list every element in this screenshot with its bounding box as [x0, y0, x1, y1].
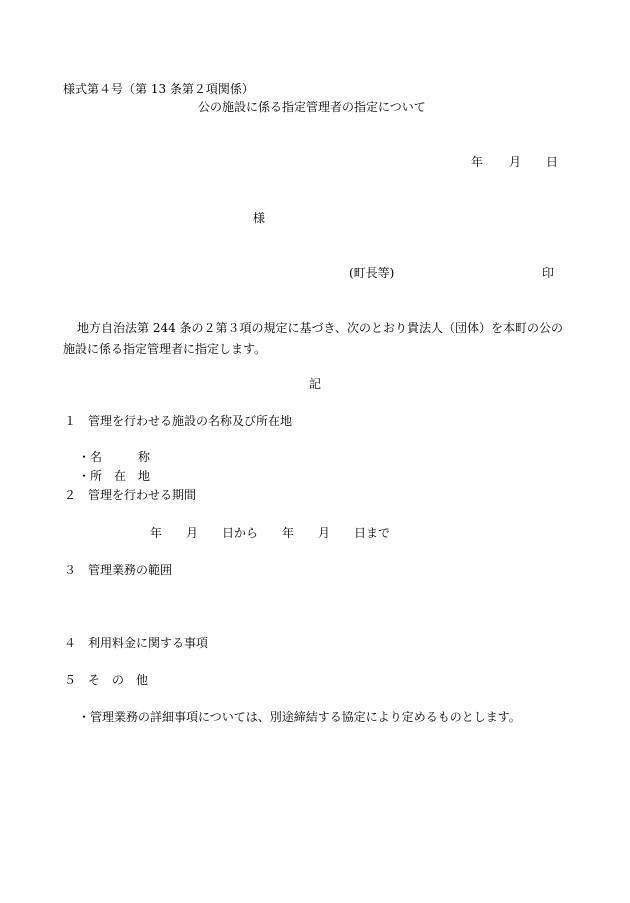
date-year: 年: [471, 155, 484, 169]
seal-mark: 印: [542, 266, 555, 280]
item5-heading: ５ そ の 他: [64, 673, 149, 687]
item2-heading: ２ 管理を行わせる期間: [64, 488, 197, 502]
item1-location-label: ・所 在 地: [78, 469, 151, 483]
ki-heading: 記: [309, 377, 322, 391]
date-day: 日: [546, 155, 559, 169]
item1-heading: １ 管理を行わせる施設の名称及び所在地: [64, 414, 293, 428]
item3-heading: ３ 管理業務の範囲: [64, 563, 173, 577]
body-paragraph: 地方自治法第 244 条の２第３項の規定に基づき、次のとおり貴法人（団体）を本町の公の施設に係る指定管理者に指定します。: [63, 321, 564, 356]
document-title: 公の施設に係る指定管理者の指定について: [198, 100, 426, 114]
item4-heading: ４ 利用料金に関する事項: [64, 636, 209, 650]
item2-period: 年 月 日から 年 月 日まで: [150, 526, 391, 540]
form-label: 様式第４号（第 13 条第２項関係）: [63, 82, 254, 96]
sender-title: (町長等): [349, 266, 395, 280]
item1-name-label: ・名 称: [78, 450, 151, 464]
item5-bullet: ・管理業務の詳細事項については、別途締結する協定により定めるものとします。: [78, 710, 521, 724]
date-month: 月: [509, 155, 522, 169]
addressee-suffix: 様: [253, 211, 266, 225]
